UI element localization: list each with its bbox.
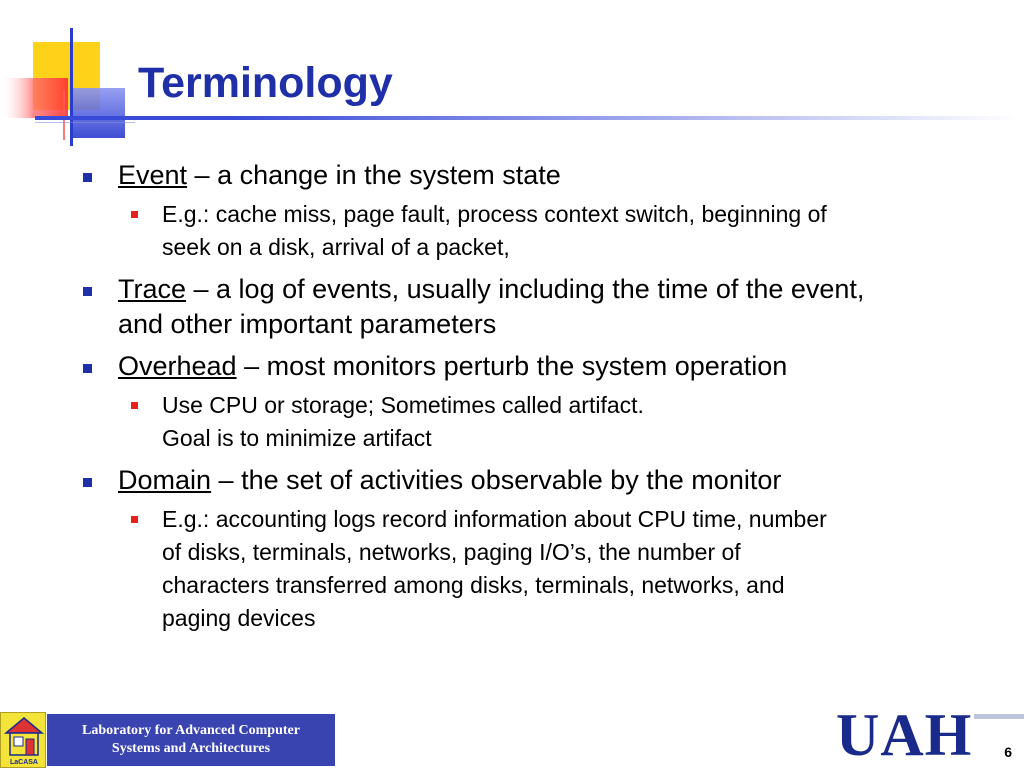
uah-logo: UAH [836, 702, 973, 768]
definition-overhead: – most monitors perturb the system operation [236, 351, 788, 381]
bullet-item-trace [80, 272, 1000, 342]
lab-name-banner [47, 714, 335, 766]
sub-bullet-domain-example [80, 503, 1000, 635]
bullet-item-domain [80, 463, 1000, 498]
bullet-item-event [80, 158, 1000, 193]
lacasa-logo [0, 712, 46, 768]
lab-name-line1: Laboratory for Advanced Computer [82, 723, 300, 738]
lab-name-line2: Systems and Architectures [111, 741, 271, 756]
sub-line: of disks, terminals, networks, paging I/O’s, the number of [162, 539, 741, 565]
definition-trace-cont: and other important parameters [118, 309, 497, 339]
square-bullet-icon [83, 287, 92, 296]
sub-bullet-event-example [80, 198, 1000, 264]
square-bullet-icon [131, 516, 138, 523]
sub-line: seek on a disk, arrival of a packet, [162, 234, 510, 260]
deco-blue-square [70, 88, 125, 138]
sub-line: E.g.: accounting logs record information about CPU time, number [162, 506, 827, 532]
square-bullet-icon [83, 173, 92, 182]
square-bullet-icon [131, 402, 138, 409]
term-domain: Domain [118, 465, 212, 495]
deco-hline-blue [35, 116, 1020, 120]
sub-bullet-overhead-note [80, 389, 1000, 455]
term-trace: Trace [118, 274, 187, 304]
house-icon [2, 715, 46, 759]
term-event: Event [118, 160, 188, 190]
page-number: 6 [1004, 744, 1012, 760]
slide-title: Terminology [138, 59, 393, 107]
deco-hline-thin [35, 122, 135, 123]
slide-content [80, 158, 1000, 643]
square-bullet-icon [83, 478, 92, 487]
lacasa-label: LaCASA [9, 759, 38, 766]
sub-line: Use CPU or storage; Sometimes called artifact. [162, 392, 644, 418]
deco-red-band [0, 78, 68, 118]
sub-line: E.g.: cache miss, page fault, process context switch, beginning of [162, 201, 827, 227]
sub-line: paging devices [162, 605, 316, 631]
term-overhead: Overhead [118, 351, 237, 381]
square-bullet-icon [83, 364, 92, 373]
deco-vline-1 [70, 28, 73, 146]
bullet-item-overhead [80, 349, 1000, 384]
definition-event: – a change in the system state [187, 160, 561, 190]
sub-line: characters transferred among disks, terminals, networks, and [162, 572, 785, 598]
deco-vline-2 [63, 90, 65, 140]
sub-line: Goal is to minimize artifact [162, 425, 432, 451]
definition-trace: – a log of events, usually including the time of the event, [186, 274, 865, 304]
square-bullet-icon [131, 211, 138, 218]
definition-domain: – the set of activities observable by the monitor [211, 465, 782, 495]
